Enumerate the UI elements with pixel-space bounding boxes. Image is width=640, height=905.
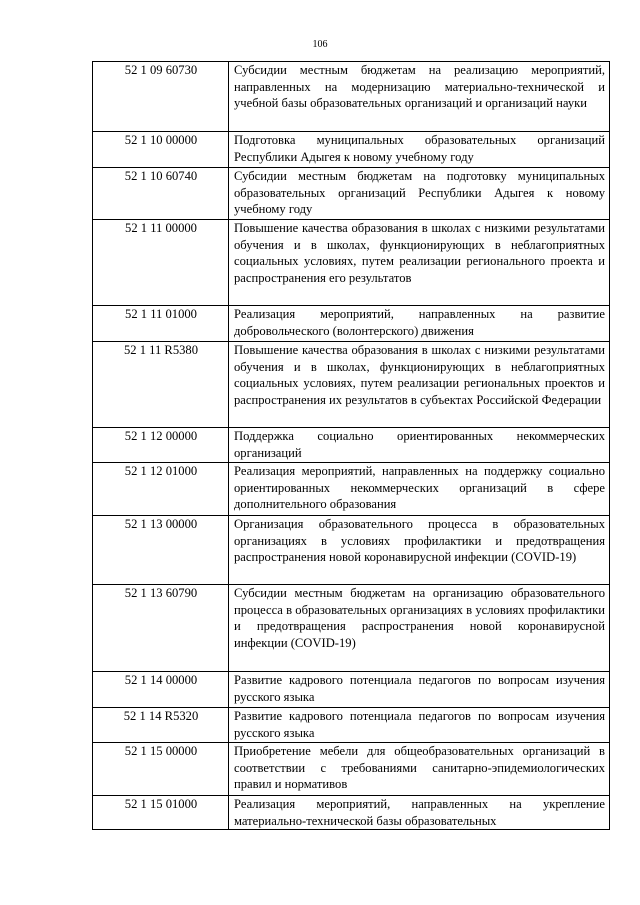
budget-code-cell: 52 1 11 R5380	[93, 342, 229, 428]
table-row	[93, 306, 610, 342]
budget-code-cell: 52 1 11 01000	[93, 306, 229, 342]
description-cell: Реализация мероприятий, направленных на укрепление материально-технической базы образовательных	[229, 796, 610, 830]
table-row	[93, 428, 610, 463]
description-cell: Подготовка муниципальных образовательных организаций Республики Адыгея к новому учебному году	[229, 132, 610, 168]
table-row	[93, 585, 610, 672]
description-cell: Развитие кадрового потенциала педагогов по вопросам изучения русского языка	[229, 672, 610, 708]
table-row	[93, 220, 610, 306]
table-row	[93, 62, 610, 132]
description-cell: Поддержка социально ориентированных некоммерческих организаций	[229, 428, 610, 463]
table-row	[93, 463, 610, 516]
description-cell: Приобретение мебели для общеобразовательных организаций в соответствии с требованиями санитарно-эпидемиологических правил и нормативов	[229, 743, 610, 796]
description-cell: Организация образовательного процесса в образовательных организациях в условиях профилактики и предотвращения распространения новой коронавирусной инфекции (COVID-19)	[229, 516, 610, 585]
budget-code-cell: 52 1 13 00000	[93, 516, 229, 585]
budget-code-cell: 52 1 14 R5320	[93, 708, 229, 743]
description-cell: Субсидии местным бюджетам на организацию образовательного процесса в образовательных организациях в условиях профилактики и предотвращения распространения новой коронавирусной инфекции (COVID-19)	[229, 585, 610, 672]
description-cell: Реализация мероприятий, направленных на развитие добровольческого (волонтерского) движения	[229, 306, 610, 342]
budget-code-cell: 52 1 15 00000	[93, 743, 229, 796]
table-row	[93, 168, 610, 220]
description-cell: Повышение качества образования в школах с низкими результатами обучения и в школах, функционирующих в неблагоприятных социальных условиях, путем реализации регионального проекта и распространения его результатов	[229, 220, 610, 306]
budget-code-cell: 52 1 10 00000	[93, 132, 229, 168]
page-number: 106	[312, 39, 328, 50]
budget-code-cell: 52 1 11 00000	[93, 220, 229, 306]
budget-code-table	[92, 61, 610, 830]
description-cell: Повышение качества образования в школах с низкими результатами обучения и в школах, функционирующих в неблагоприятных социальных условиях, путем реализации региональных проектов и распространения их результатов в субъектах Российской Федерации	[229, 342, 610, 428]
table-row	[93, 342, 610, 428]
description-cell: Субсидии местным бюджетам на подготовку муниципальных образовательных организаций Республики Адыгея к новому учебному году	[229, 168, 610, 220]
table-row	[93, 132, 610, 168]
budget-code-cell: 52 1 10 60740	[93, 168, 229, 220]
budget-code-cell: 52 1 13 60790	[93, 585, 229, 672]
table-row	[93, 516, 610, 585]
table-row	[93, 708, 610, 743]
table-row	[93, 672, 610, 708]
budget-code-cell: 52 1 12 01000	[93, 463, 229, 516]
description-cell: Реализация мероприятий, направленных на поддержку социально ориентированных некоммерческих организаций в сфере дополнительного образования	[229, 463, 610, 516]
budget-code-cell: 52 1 14 00000	[93, 672, 229, 708]
description-cell: Субсидии местным бюджетам на реализацию мероприятий, направленных на модернизацию материально-технической и учебной базы образовательных организаций и организаций науки	[229, 62, 610, 132]
budget-code-cell: 52 1 09 60730	[93, 62, 229, 132]
budget-code-cell: 52 1 15 01000	[93, 796, 229, 830]
description-cell: Развитие кадрового потенциала педагогов по вопросам изучения русского языка	[229, 708, 610, 743]
table-row	[93, 796, 610, 830]
table-row	[93, 743, 610, 796]
budget-code-cell: 52 1 12 00000	[93, 428, 229, 463]
